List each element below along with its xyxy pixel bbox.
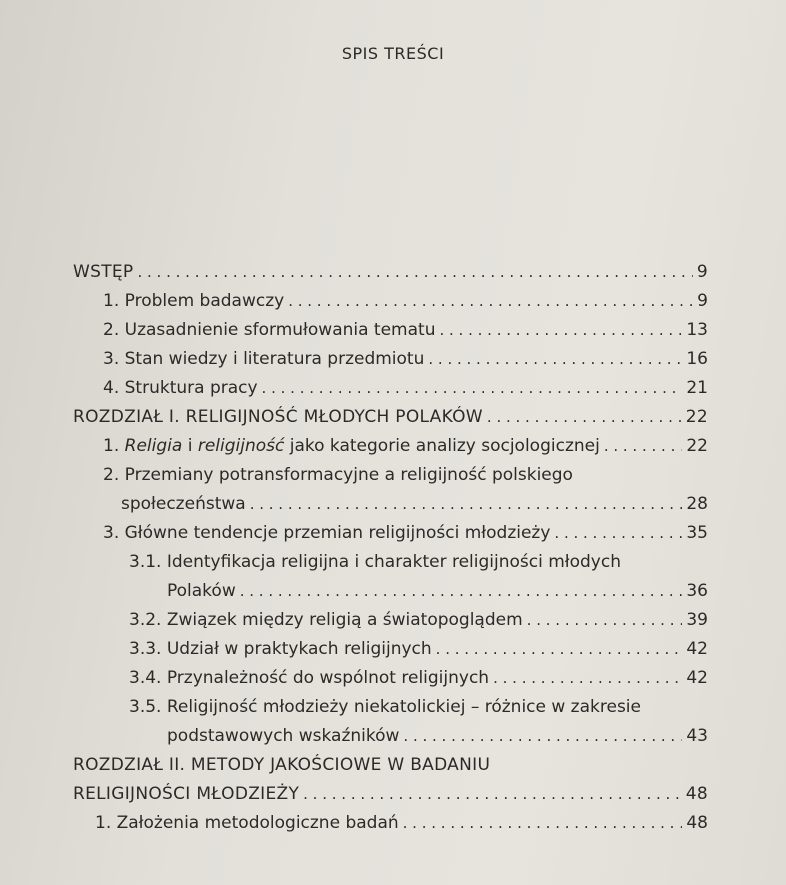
toc-page: 21 — [686, 378, 708, 398]
toc-page: 9 — [696, 262, 708, 282]
toc-page: 39 — [686, 610, 708, 630]
dot-leader — [288, 287, 693, 316]
toc-page: 22 — [685, 407, 708, 427]
toc-entry-wspolnoty — [129, 664, 708, 693]
toc-page: 13 — [686, 320, 708, 340]
toc-entry-struktura — [103, 374, 708, 403]
toc-entry-swiatopoglad — [129, 606, 708, 635]
toc-page: 16 — [686, 349, 708, 369]
toc-label: 3.3. Udział w praktykach religijnych — [129, 639, 432, 659]
toc-label: 3. Główne tendencje przemian religijności młodzieży — [103, 523, 551, 543]
toc-label: 1. Założenia metodologiczne badań — [95, 813, 399, 833]
toc-page: 42 — [686, 668, 708, 688]
toc-entry-identyfikacja-line1: 3.1. Identyfikacja religijna i charakter religijności młodych — [129, 552, 621, 572]
dot-leader — [554, 519, 682, 548]
toc-page: 42 — [686, 639, 708, 659]
toc-entry-tendencje — [103, 519, 708, 548]
toc-entry-niekatolicka — [167, 722, 708, 751]
toc-label — [103, 432, 600, 461]
toc-entry-rozdzial-1 — [73, 403, 708, 432]
toc-label: ROZDZIAŁ I. RELIGIJNOŚĆ MŁODYCH POLAKÓW — [73, 407, 483, 427]
dot-leader — [137, 258, 692, 287]
toc-page: 28 — [686, 494, 708, 514]
dot-leader — [262, 374, 683, 403]
toc-entry-rozdzial-2 — [73, 780, 708, 809]
toc-entry-stan-wiedzy — [103, 345, 708, 374]
toc-label: WSTĘP — [73, 262, 134, 282]
toc-entry-niekatolicka-line1: 3.5. Religijność młodzieży niekatolickiej – różnice w zakresie — [129, 697, 641, 717]
dot-leader — [303, 780, 682, 809]
dot-leader — [240, 577, 683, 606]
toc-entry-zalozenia — [95, 809, 708, 838]
toc-page: 43 — [686, 726, 708, 746]
label-rest: jako kategorie analizy socjologicznej — [284, 436, 600, 456]
toc-page: 48 — [686, 813, 708, 833]
dot-leader — [436, 635, 683, 664]
dot-leader — [493, 664, 682, 693]
dot-leader — [604, 432, 683, 461]
dot-leader — [250, 490, 683, 519]
toc-entry-przemiany — [121, 490, 708, 519]
toc-page: 35 — [686, 523, 708, 543]
toc-entry-problem — [103, 287, 708, 316]
dot-leader — [428, 345, 682, 374]
page-title: SPIS TREŚCI — [341, 44, 445, 63]
toc-entry-uzasadnienie — [103, 316, 708, 345]
toc-entry-przemiany-line1: 2. Przemiany potransformacyjne a religijność polskiego — [103, 465, 573, 485]
toc-entry-wstep — [73, 258, 708, 287]
dot-leader — [527, 606, 683, 635]
dot-leader — [439, 316, 682, 345]
italic-term-religijnosc: religijność — [197, 436, 285, 456]
toc-label: podstawowych wskaźników — [167, 726, 400, 746]
toc-page: 48 — [685, 784, 708, 804]
toc-entry-rozdzial-2-line1: ROZDZIAŁ II. METODY JAKOŚCIOWE W BADANIU — [73, 755, 491, 775]
connector-text: i — [182, 436, 198, 456]
dot-leader — [487, 403, 682, 432]
toc-label: Polaków — [167, 581, 236, 601]
dot-leader — [403, 722, 682, 751]
toc-label: 3.2. Związek między religią a światopoglądem — [129, 610, 523, 630]
toc-label: 2. Uzasadnienie sformułowania tematu — [103, 320, 436, 340]
toc-label: 4. Struktura pracy — [103, 378, 258, 398]
toc-number: 1. — [103, 436, 120, 456]
toc-page: 36 — [686, 581, 708, 601]
toc-entry-praktyki — [129, 635, 708, 664]
toc-entry-identyfikacja — [167, 577, 708, 606]
toc-page: 9 — [697, 291, 708, 311]
toc-label: RELIGIJNOŚCI MŁODZIEŻY — [73, 784, 300, 804]
italic-term-religia: Religia — [124, 436, 183, 456]
toc-page: 22 — [686, 436, 708, 456]
toc-entry-religia-religijnosc — [103, 432, 708, 461]
toc-label: 3.4. Przynależność do wspólnot religijnych — [129, 668, 490, 688]
toc-label: 1. Problem badawczy — [103, 291, 285, 311]
dot-leader — [403, 809, 683, 838]
toc-label: społeczeństwa — [121, 494, 246, 514]
toc-label: 3. Stan wiedzy i literatura przedmiotu — [103, 349, 425, 369]
